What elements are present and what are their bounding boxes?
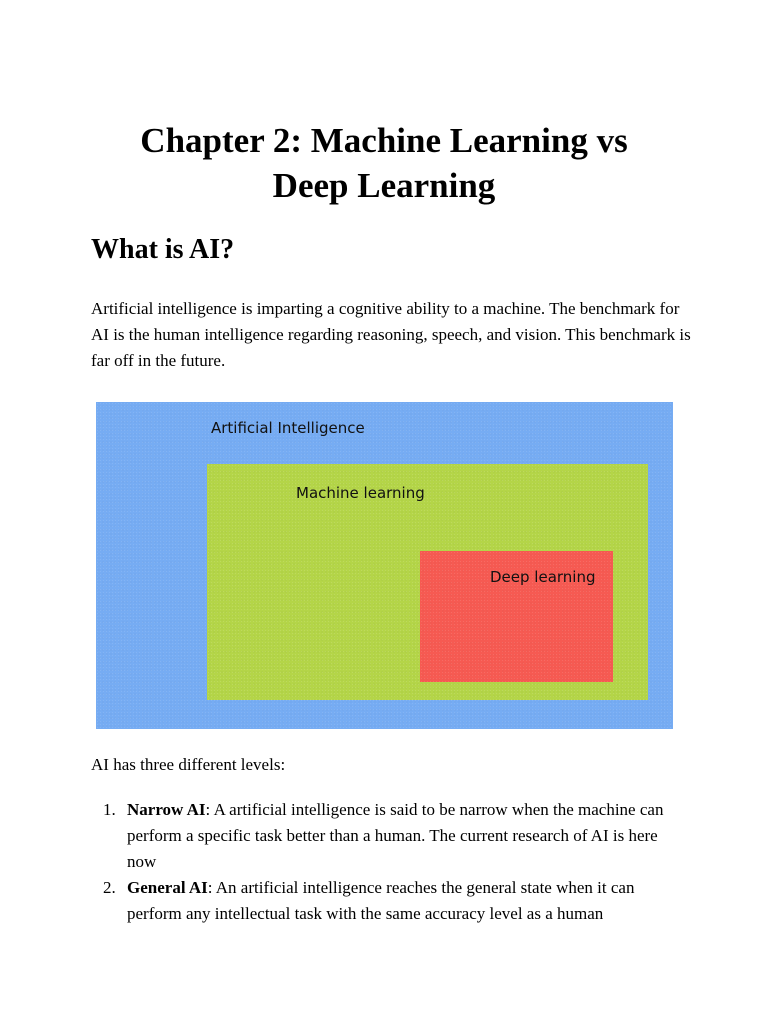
ai-levels-list (91, 797, 681, 927)
diagram-box-machine-learning (207, 464, 648, 700)
list-number: 2. (103, 878, 116, 897)
diagram-box-deep-learning (420, 551, 613, 682)
list-item (91, 875, 681, 927)
chapter-title: Chapter 2: Machine Learning vs Deep Learning (140, 121, 628, 205)
list-number: 1. (103, 800, 116, 819)
diagram-label-machine-learning: Machine learning (296, 484, 425, 502)
diagram-label-artificial-intelligence: Artificial Intelligence (211, 419, 365, 437)
section-heading: What is AI? (91, 234, 235, 265)
intro-paragraph: Artificial intelligence is imparting a cognitive ability to a machine. The benchmark for AI is the human intelligence regarding reasoning, speech, and vision. This benchmark is far off in the future. (91, 299, 691, 370)
level-term: Narrow AI (127, 800, 206, 819)
level-description: : A artificial intelligence is said to be narrow when the machine can perform a specific task better than a human. The current research of AI is here now (127, 800, 664, 871)
level-description: : An artificial intelligence reaches the general state when it can perform any intellectual task with the same accuracy level as a human (127, 878, 635, 923)
list-item (91, 797, 681, 875)
levels-intro: AI has three different levels: (91, 755, 286, 774)
diagram-label-deep-learning: Deep learning (490, 568, 596, 586)
level-term: General AI (127, 878, 208, 897)
ai-ml-dl-diagram (96, 402, 673, 729)
